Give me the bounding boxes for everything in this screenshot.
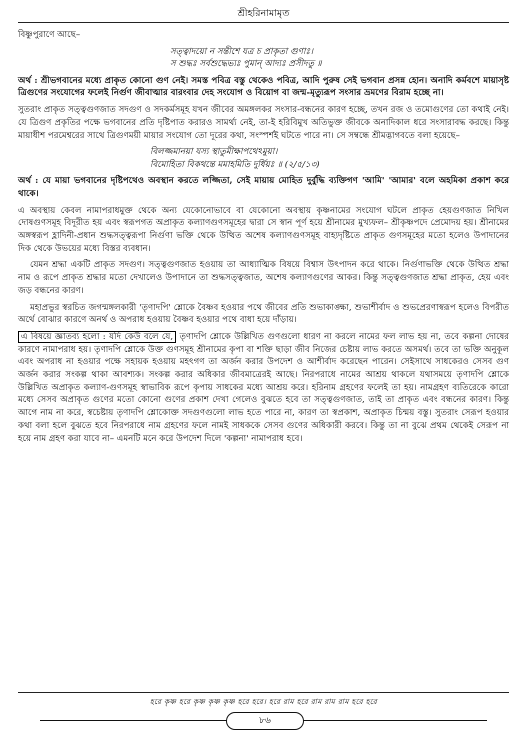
intro-line: বিষ্ণুপুরাণে আছে– <box>18 30 81 40</box>
body-paragraph: মহাপ্রভুর স্বরচিত জগন্মঙ্গলকারী 'তৃণাদপি' শ্লোকে বৈষ্ণব হওয়ার পথে জীবের প্রতি শুভাকাঙ্ক্ষা, শুভাশীর্বাদ ও শুভপ্রেরণাস্বরূপ হলেও বিপরীত অর্থে বোঝার কারণে অনর্থ ও অপরাধ হওয়ায় বৈষ্ণব হওয়ার পথে বাধা হয়ে দাঁড়ায়। <box>18 302 509 326</box>
verse-vishnu-purana <box>18 46 509 71</box>
footer-mantra: হরে কৃষ্ণ হরে কৃষ্ণ কৃষ্ণ কৃষ্ণ হরে হরে। হরে রাম হরে রাম রাম রাম হরে হরে <box>149 697 378 706</box>
body-paragraph <box>18 331 509 445</box>
header-rule <box>18 22 509 23</box>
running-header: শ্রীহরিনামামৃত <box>237 8 290 19</box>
highlight-box: এ বিষয়ে জ্ঞাতব্য হলো : যদি কেউ বলে যে, <box>18 331 176 343</box>
body-paragraph: এ অবস্থায় কেবল নামাপরাধমুক্ত থেকে অন্য যেকোনোভাবে বা যেকোনো অবস্থায় কৃষ্ণনামের সংযোগ ঘটলে প্রাকৃত হেয়গুণজাত নিখিল দোষগুণসমূহ বিদূরীত হয় এবং স্বরূপগত অপ্রাকৃত কল্যাণগুণসমূহের দ্বারা সে স্বান পূর্ণ হয়ে শ্রীনামের মুখ্যফল– শ্রীকৃষ্ণপদে প্রেমোদয় হয়। শ্রীনামের অঙ্গস্বরূপ হ্লাদিনী-প্রধান শুদ্ধসত্ত্বরূপা নির্গুণা ভক্তি থেকে উত্থিত অশেষ কল্যাণগুণসমূহ বাহ্যদৃষ্টিতে প্রাকৃত গুণসমূহের মতো হলেও উপাদানের দিক থেকে উভয়ের মধ্যে বিস্তর ব্যবধান। <box>18 205 509 254</box>
page-number: ৮৬ <box>226 712 304 730</box>
body-paragraph: যেমন শ্রদ্ধা একটি প্রাকৃত সদগুণ। সত্ত্বগুণজাত হওয়ায় তা আধ্যাত্মিক বিষয়ে বিশ্বাস উৎপাদন করে থাকে। নির্গুণাভক্তি থেকে উত্থিত শ্রদ্ধা নাম ও রূপে প্রাকৃত শ্রদ্ধার মতো দেখালেও উপাদানে তা শুদ্ধসত্ত্বজাত, অশেষ কল্যাণগুণের আকর। কিন্তু সত্ত্বগুণজাত শ্রদ্ধা প্রাকৃত, হেয় এবং জড় বন্ধনের কারণ। <box>18 260 509 296</box>
verse-line: বিমোহিতা বিকথন্তে মমাহমিতি দুর্ধিয়ঃ ॥ (২/৫/১৩) <box>150 159 320 170</box>
body-paragraph: সুতরাং প্রাকৃত সত্ত্বগুণজাত সদগুণ ও সদকর্মসমূহ যখন জীবের অমঙ্গলকর সংসার-বন্ধনের কারণ হচ্ছে, তখন রজ ও তমোগুণের তো কথাই নেই। যে ত্রিগুণ প্রকৃতির পক্ষে ভগবানের প্রতি দৃষ্টিপাত করারও সামর্থ্য নেই, তা-ই হরিবিমুখ অতিভুক্ত জীবকে অনাদিকাল ধরে সংসারাবদ্ধ করছে। কিন্তু মায়াধীশ পরমেশ্বরের সাথে ত্রিগুণময়ী মায়ার সংযোগ তো দূরের কথা, সংস্পর্শই ঘটতে পারে না। সে সম্বন্ধে শ্রীমদ্ভাগবতে বলা হয়েছে– <box>18 105 509 141</box>
paragraph-text: তৃণাদপি শ্লোকে উল্লিখিত গুণগুলো ধারণ না করলে নামের ফল লাভ হয় না, তবে কল্পনা দোষের কারণে নামাপরাধ হয়। তৃণাদপি শ্লোকে উক্ত গুণসমূহ শ্রীনামের কৃপা বা শক্তি ছাড়া জীব নিজের চেষ্টায় লাভ করতে অসমর্থ। তবে তা ভক্তি অনুকূল এবং অপরাধ না হওয়ার পক্ষে সহায়ক হওয়ায় মহৎগণ তা অর্জন করার উপদেশ ও আশীর্বাদ করেছেন পারেন। সেইসাথে সাধকেরও সেসব গুণ অর্জন করার সংকল্প থাকা আবশ্যক। সংকল্প করার অধিকার জীবমাত্রেরই আছে। নিরপরাধে নামের আশ্রয় থাকলে যথাসময়ে তৃণাদপি শ্লোকে উল্লিখিত অপ্রাকৃত কল্যাণ-গুণসমূহ স্বাভাবিক রূপে কৃপায় সাধকের মধ্যে আশ্রয় করে। হরিনাম গ্রহণের ফলেই তা হয়। নামগ্রহণ ব্যতিরেকে কারো মধ্যে সেসব অপ্রাকৃত গুণের মতো কোনো গুণের প্রকাশ দেখা গেলেও বুঝতে হবে তা সত্ত্বগুণজাত, তাই তা প্রাকৃত এবং বন্ধনের কারণ। কিন্তু আগে নাম না করে, স্বচেষ্টায় তৃণাদপি শ্লোকোক্ত সদগুণগুলো লাভ হতে পারে না, কারণ তা স্বপ্রকাশ, অপ্রাকৃত চিন্ময় বস্তু। সুতরাং সেরূপ হওয়ার কথা বলা হলে বুঝতে হবে নিরপরাধে নাম গ্রহণের ফলে নামই সাধককে সেসব গুণের অধিকারী করবে। কিন্তু তা না বুঝে প্রথম থেকেই সেরূপ না হয়ে নাম গ্রহণ করা যাবে না– এমনটি মনে করে উপদেশ দিলে 'কল্পনা' নামাপরাধ হবে। <box>18 331 509 444</box>
verse-bhagavatam <box>18 146 509 171</box>
verse-line: স শুদ্ধঃ সর্বশুদ্ধেভ্যঃ পুমান্ আদ্যঃ প্রসীদতু ॥ <box>170 59 322 70</box>
verse-line: বিলজ্জমানয়া যস্য স্থাতুমীক্ষাপথেঽমুয়া। <box>150 147 278 158</box>
footer-rule <box>18 692 509 693</box>
verse-line: সত্ত্বাদয়ো ন সন্তীশে যত্র চ প্রাকৃতা গুণাঃ। <box>170 46 314 57</box>
translation-paragraph: অর্থ : শ্রীভগবানের মধ্যে প্রাকৃত কোনো গুণ নেই। সমস্ত পবিত্র বস্তু থেকেও পবিত্র, আদি পুরুষ সেই ভগবান প্রসন্ন হোন। অনাদি কর্মবশে মায়াসৃষ্ট ত্রিগুণের সংযোগের ফলেই নির্গুণ জীবাত্মার বারংবার দেহ সংযোগ ও বিয়োগ বা জন্ম-মৃত্যুরূপ সংসার ভ্রমণের বিরাম হচ্ছে না। <box>18 75 509 99</box>
translation-paragraph: অর্থ : যে মায়া ভগবানের দৃষ্টিপথেও অবস্থান করতে লজ্জিতা, সেই মায়ায় মোহিত দুর্বুদ্ধি ব্যক্তিগণ 'আমি' 'আমার' বলে অহমিকা প্রকাশ করে থাকে। <box>18 176 509 199</box>
